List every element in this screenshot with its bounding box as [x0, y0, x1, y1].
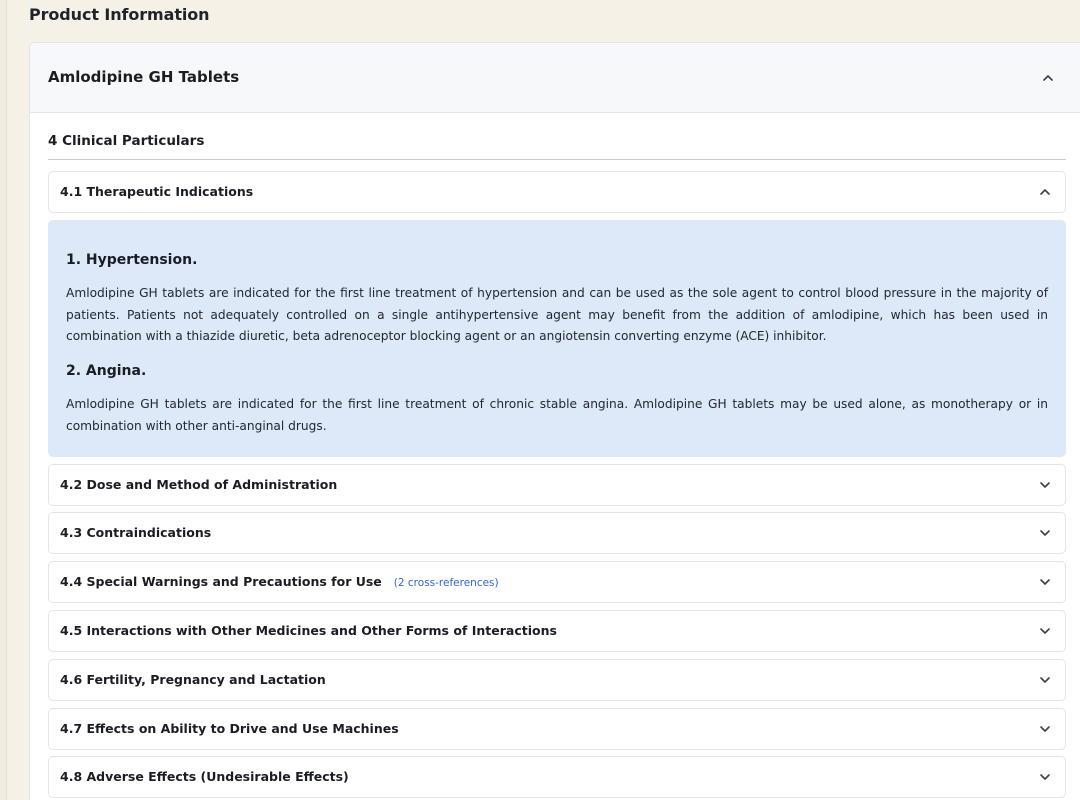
indication-body: Amlodipine GH tablets are indicated for the first line treatment of hypertension and can be used as the sole agent to control blood pressure in the majority of patients. Patients not adequately controlled on a single antihypertensive agent may benefit from the addition of amlodipine, which has been used in combination with a thiazide diuretic, beta adrenoceptor blocking agent or an angiotensin converting enzyme (ACE) inhibitor. — [66, 286, 1048, 343]
accordion-label: 4.5 Interactions with Other Medicines and Other Forms of Interactions — [60, 623, 557, 638]
accordion-4-1[interactable] — [48, 171, 1066, 213]
accordion-label: 4.2 Dose and Method of Administration — [60, 477, 338, 492]
accordion-label: 4.1 Therapeutic Indications — [60, 184, 254, 199]
chevron-down-icon[interactable] — [1037, 623, 1053, 639]
accordion-label: 4.8 Adverse Effects (Undesirable Effects) — [60, 769, 349, 784]
indication-heading: 1. Hypertension. — [66, 252, 198, 268]
accordion-4-7[interactable] — [48, 708, 1066, 750]
accordion-label: 4.3 Contraindications — [60, 525, 212, 540]
indication-heading: 2. Angina. — [66, 363, 147, 379]
accordion-4-4[interactable] — [48, 561, 1066, 603]
chevron-down-icon[interactable] — [1037, 769, 1053, 785]
accordion-label: 4.6 Fertility, Pregnancy and Lactation — [60, 672, 326, 687]
accordion-label-text: 4.4 Special Warnings and Precautions for Use — [60, 574, 382, 589]
section-divider — [48, 159, 1066, 160]
product-card — [29, 42, 1080, 800]
accordion-label — [60, 574, 499, 589]
chevron-down-icon[interactable] — [1037, 721, 1053, 737]
cross-references-link[interactable]: (2 cross-references) — [393, 577, 499, 589]
therapeutic-indications-panel — [48, 220, 1066, 457]
page-title: Product Information — [29, 5, 210, 24]
chevron-down-icon[interactable] — [1037, 574, 1053, 590]
accordion-label: 4.7 Effects on Ability to Drive and Use Machines — [60, 721, 399, 736]
accordion-4-8[interactable] — [48, 756, 1066, 798]
accordion-4-3[interactable] — [48, 512, 1066, 554]
product-accordion-header[interactable] — [30, 43, 1080, 113]
product-name: Amlodipine GH Tablets — [48, 68, 240, 86]
chevron-down-icon[interactable] — [1037, 525, 1053, 541]
left-rail — [0, 0, 7, 800]
accordion-4-2[interactable] — [48, 464, 1066, 506]
accordion-4-5[interactable] — [48, 610, 1066, 652]
chevron-down-icon[interactable] — [1037, 672, 1053, 688]
chevron-up-icon[interactable] — [1037, 184, 1053, 200]
chevron-up-icon[interactable] — [1040, 70, 1056, 86]
section-title: 4 Clinical Particulars — [48, 133, 205, 149]
indication-body: Amlodipine GH tablets are indicated for the first line treatment of chronic stable angina. Amlodipine GH tablets may be used alone, as monotherapy or in combination with other anti-anginal drugs. — [66, 397, 1048, 433]
chevron-down-icon[interactable] — [1037, 477, 1053, 493]
accordion-4-6[interactable] — [48, 659, 1066, 701]
